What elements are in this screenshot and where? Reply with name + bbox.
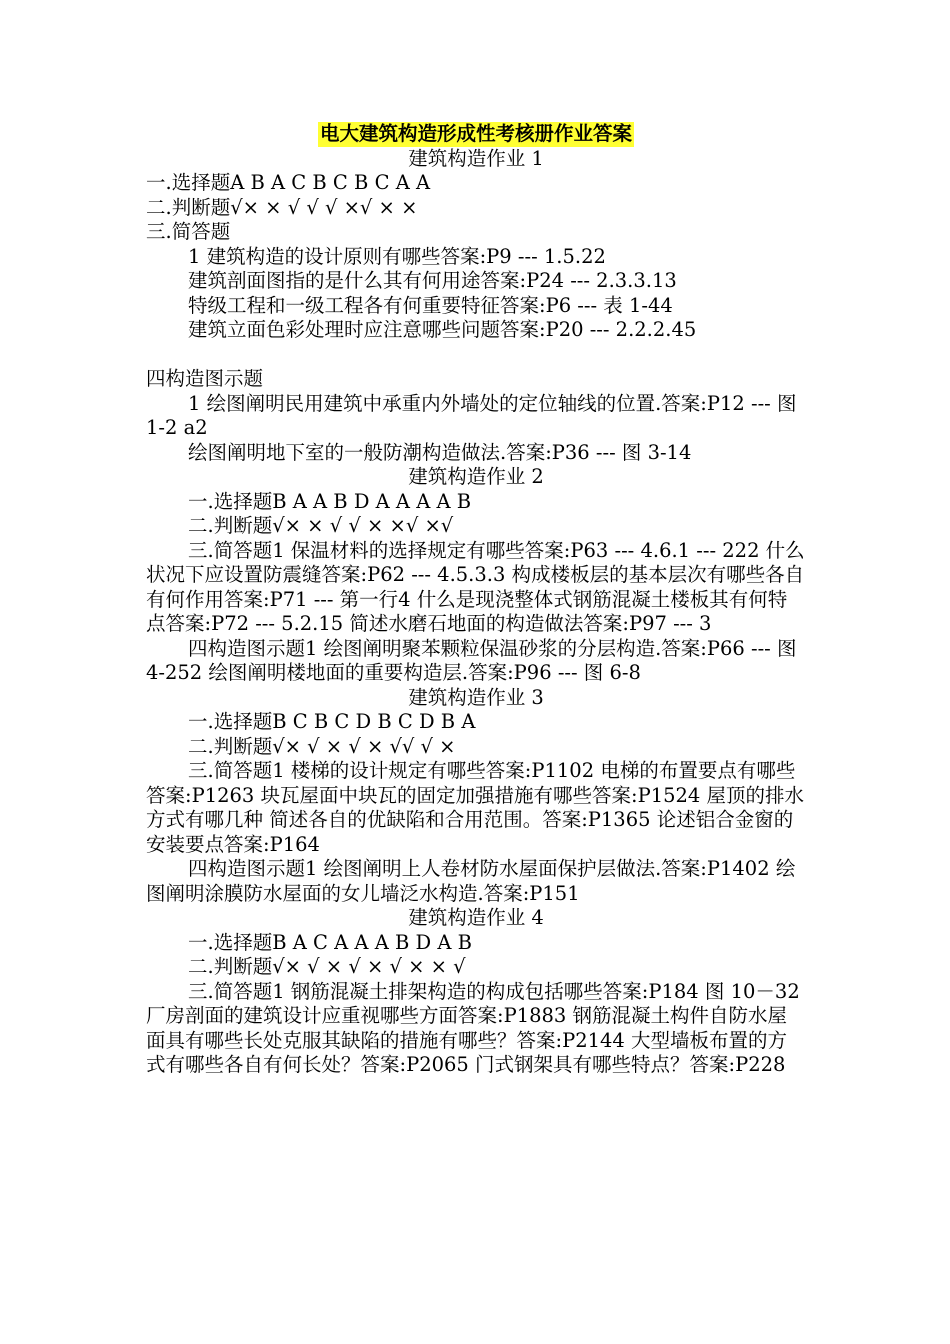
hw3-judge: 二.判断题√× √ × √ × √√ √ × bbox=[188, 734, 456, 758]
hw1-short-3: 特级工程和一级工程各有何重要特征答案:P6 --- 表 1-44 bbox=[188, 293, 673, 317]
hw2-short: 三.简答题1 保温材料的选择规定有哪些答案:P63 --- 4.6.1 --- 222 什么状况下应设置防震缝答案:P62 --- 4.5.3.3 构成楼板层的基本层次有哪些各自有何作用答案:P71 --- 第一行4 什么是现浇整体式钢筋混凝土楼板其有何特点答案:P72 --- 5.2.15 简述水磨石地面的构造做法答案:P97 --- 3 bbox=[146, 538, 805, 635]
hw3-short: 三.简答题1 楼梯的设计规定有哪些答案:P1102 电梯的布置要点有哪些答案:P1263 块瓦屋面中块瓦的固定加强措施有哪些答案:P1524 屋顶的排水方式有哪几种 简述各自的优缺陷和合用范围。答案:P1365 论述铝合金窗的安装要点答案:P164 bbox=[146, 759, 805, 856]
hw1-short-heading: 三.简答题 bbox=[146, 220, 231, 243]
hw2-judge: 二.判断题√× × √ √ × ×√ ×√ bbox=[188, 514, 454, 537]
hw2-heading: 建筑构造作业 2 bbox=[408, 465, 544, 488]
hw4-judge: 二.判断题√× √ × √ × √ × × √ bbox=[188, 955, 466, 978]
hw1-short-1: 1 建筑构造的设计原则有哪些答案:P9 --- 1.5.22 bbox=[188, 244, 606, 268]
hw3-choice: 一.选择题B C B C D B C D B A bbox=[188, 710, 476, 733]
hw1-short-2: 建筑剖面图指的是什么其有何用途答案:P24 --- 2.3.3.13 bbox=[188, 269, 677, 292]
hw4-short: 三.简答题1 钢筋混凝土排架构造的构成包括哪些答案:P184 图 10－32 厂房剖面的建筑设计应重视哪些方面答案:P1883 钢筋混凝土构件自防水屋面具有哪些长处克服其缺陷的措施有哪些？答案:P2144 大型墙板布置的方式有哪些各自有何长处？答案:P2065 门式钢架具有哪些特点？答案:P228 bbox=[146, 979, 806, 1076]
hw4-choice: 一.选择题B A C A A A B D A B bbox=[188, 930, 472, 954]
document-title: 电大建筑构造形成性考核册作业答案 bbox=[319, 122, 632, 145]
hw1-choice: 一.选择题A B A C B C B C A A bbox=[146, 171, 431, 194]
hw1-draw-1: 1 绘图阐明民用建筑中承重内外墙处的定位轴线的位置.答案:P12 --- 图 1-2 a2 bbox=[146, 391, 803, 439]
document-body bbox=[146, 122, 806, 1078]
hw1-heading: 建筑构造作业 1 bbox=[408, 146, 544, 170]
hw1-short-4: 建筑立面色彩处理时应注意哪些问题答案:P20 --- 2.2.2.45 bbox=[188, 318, 697, 341]
blank-line bbox=[146, 343, 806, 368]
hw1-judge: 二.判断题√× × √ √ √ ×√ × × bbox=[146, 195, 418, 219]
hw1-draw-2: 绘图阐明地下室的一般防潮构造做法.答案:P36 --- 图 3-14 bbox=[188, 440, 692, 464]
hw1-draw-heading: 四构造图示题 bbox=[146, 367, 264, 390]
hw4-heading: 建筑构造作业 4 bbox=[408, 906, 544, 929]
title-line bbox=[146, 122, 806, 147]
hw2-choice: 一.选择题B A A B D A A A A B bbox=[188, 489, 472, 513]
hw2-draw: 四构造图示题1 绘图阐明聚苯颗粒保温砂浆的分层构造.答案:P66 --- 图 4-252 绘图阐明楼地面的重要构造层.答案:P96 --- 图 6-8 bbox=[146, 636, 803, 684]
hw3-draw: 四构造图示题1 绘图阐明上人卷材防水屋面保护层做法.答案:P1402 绘图阐明涂膜防水屋面的女儿墙泛水构造.答案:P151 bbox=[146, 857, 796, 905]
hw3-heading: 建筑构造作业 3 bbox=[408, 685, 544, 709]
